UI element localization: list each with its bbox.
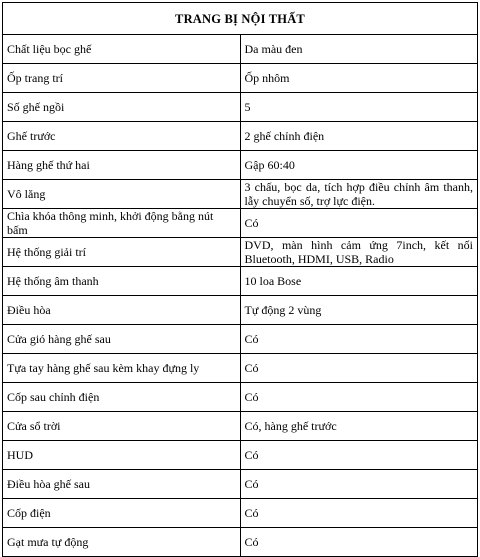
table-row: [3, 528, 478, 557]
row-value-front-seats: 2 ghế chỉnh điện: [240, 122, 478, 151]
row-value-power-trunk: Có: [240, 499, 478, 528]
row-value-trim: Ốp nhôm: [240, 64, 478, 93]
row-value-rear-vents: Có: [240, 325, 478, 354]
table-row: [3, 499, 478, 528]
table-row: [3, 209, 478, 238]
table-row: [3, 325, 478, 354]
row-label-seat-count: Số ghế ngồi: [3, 93, 241, 122]
row-label-hud: HUD: [3, 441, 241, 470]
row-label-second-row: Hàng ghế thứ hai: [3, 151, 241, 180]
table-row: [3, 441, 478, 470]
table-row: [3, 93, 478, 122]
row-label-steering-wheel: Vô lăng: [3, 180, 241, 209]
table-row: [3, 64, 478, 93]
interior-equipment-table: [2, 2, 478, 557]
row-value-entertainment: DVD, màn hình cảm ứng 7inch, kết nối Bluetooth, HDMI, USB, Radio: [240, 238, 478, 267]
row-label-sunroof: Cửa sổ trời: [3, 412, 241, 441]
table-title: TRANG BỊ NỘI THẤT: [3, 3, 478, 35]
table-row: [3, 122, 478, 151]
row-value-rear-air-conditioning: Có: [240, 470, 478, 499]
table-row: [3, 238, 478, 267]
row-value-steering-wheel: 3 chấu, bọc da, tích hợp điều chỉnh âm thanh, lẫy chuyển số, trợ lực điện.: [240, 180, 478, 209]
table-row: [3, 180, 478, 209]
row-label-power-trunk: Cốp điện: [3, 499, 241, 528]
table-row: [3, 412, 478, 441]
table-header-row: [3, 3, 478, 35]
row-value-audio-system: 10 loa Bose: [240, 267, 478, 296]
row-label-trim: Ốp trang trí: [3, 64, 241, 93]
row-label-power-tailgate: Cốp sau chỉnh điện: [3, 383, 241, 412]
row-label-rear-air-conditioning: Điều hòa ghế sau: [3, 470, 241, 499]
row-value-air-conditioning: Tự động 2 vùng: [240, 296, 478, 325]
row-value-seat-count: 5: [240, 93, 478, 122]
table-row: [3, 267, 478, 296]
row-value-upholstery-material: Da màu đen: [240, 35, 478, 64]
table-row: [3, 35, 478, 64]
row-value-sunroof: Có, hàng ghế trước: [240, 412, 478, 441]
row-label-audio-system: Hệ thống âm thanh: [3, 267, 241, 296]
row-label-upholstery-material: Chất liệu bọc ghế: [3, 35, 241, 64]
row-label-entertainment: Hệ thống giải trí: [3, 238, 241, 267]
row-label-rear-vents: Cửa gió hàng ghế sau: [3, 325, 241, 354]
row-value-second-row: Gập 60:40: [240, 151, 478, 180]
table-row: [3, 383, 478, 412]
row-value-auto-wipers: Có: [240, 528, 478, 557]
row-label-air-conditioning: Điều hòa: [3, 296, 241, 325]
row-value-power-tailgate: Có: [240, 383, 478, 412]
table-row: [3, 296, 478, 325]
table-row: [3, 470, 478, 499]
row-label-front-seats: Ghế trước: [3, 122, 241, 151]
row-value-rear-armrest: Có: [240, 354, 478, 383]
row-label-auto-wipers: Gạt mưa tự động: [3, 528, 241, 557]
row-label-smart-key: Chìa khóa thông minh, khởi động bằng nút bấm: [3, 209, 241, 238]
row-value-smart-key: Có: [240, 209, 478, 238]
table-row: [3, 354, 478, 383]
table-row: [3, 151, 478, 180]
row-label-rear-armrest: Tựa tay hàng ghế sau kèm khay đựng ly: [3, 354, 241, 383]
row-value-hud: Có: [240, 441, 478, 470]
